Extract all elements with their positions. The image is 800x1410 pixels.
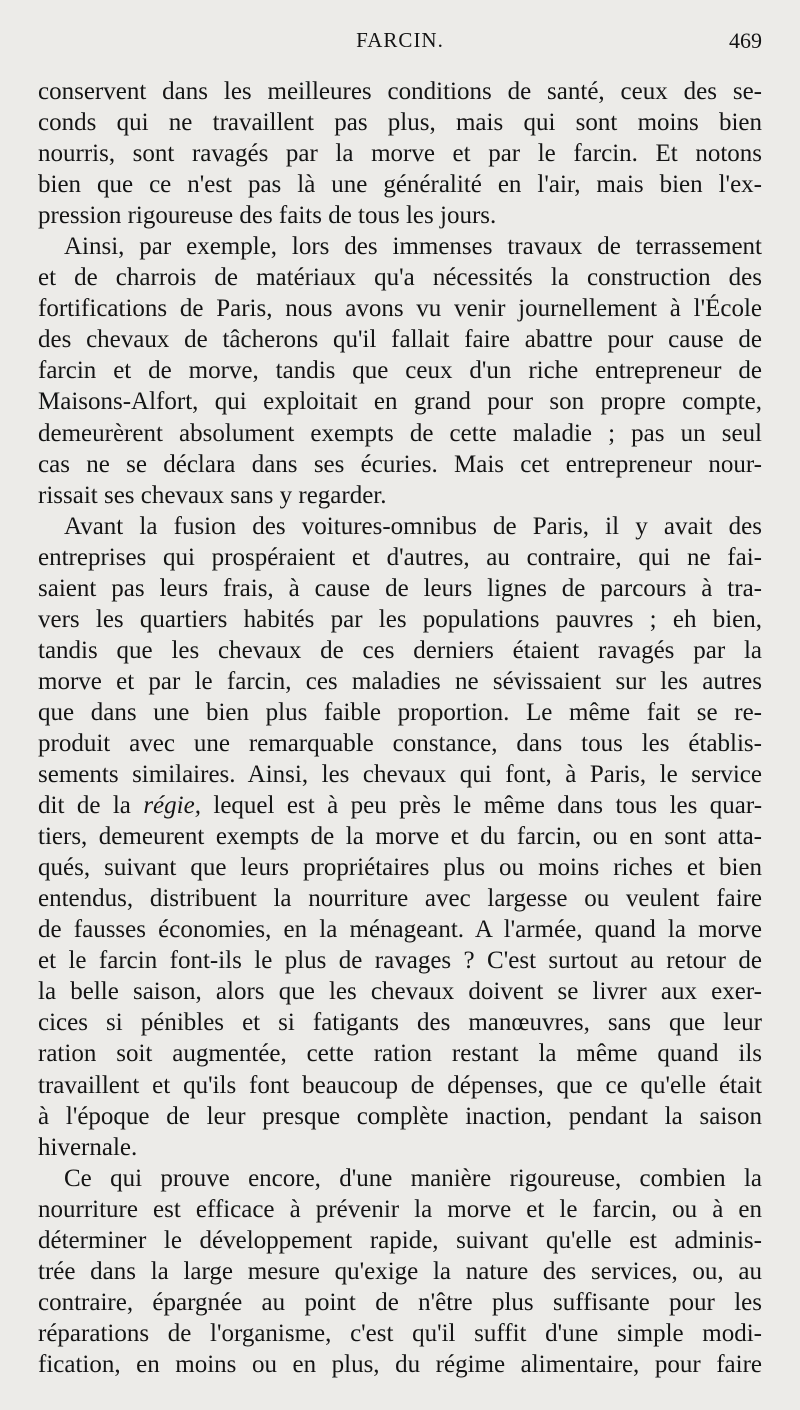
text-line: fication, en moins ou en plus, du régime alimentaire, pour faire [38, 1350, 762, 1378]
text-line: fortifications de Paris, nous avons vu venir journellement à l'École [38, 295, 762, 323]
running-head [0, 28, 800, 60]
text-line: sements similaires. Ainsi, les chevaux qui font, à Paris, le service [38, 761, 762, 789]
text-line: réparations de l'organisme, c'est qu'il suffit d'une simple modi- [38, 1319, 762, 1347]
text-line: conservent dans les meilleures conditions de santé, ceux des se- [38, 78, 762, 105]
line-rest: lequel est à peu près le même dans tous les quar- [213, 792, 762, 820]
paragraph-start-line: Avant la fusion des voitures-omnibus de Paris, il y avait des [64, 512, 762, 540]
text-line-with-italic [38, 790, 762, 821]
running-title: FARCIN. [356, 28, 444, 52]
text-line: et le farcin font-ils le plus de ravages ? C'est surtout au retour de [38, 947, 762, 975]
paragraph-start-line: Ainsi, par exemple, lors des immenses travaux de terrassement [64, 233, 762, 261]
text-line: entreprises qui prospéraient et d'autres, au contraire, qui ne fai- [38, 543, 762, 571]
text-line: farcin et de morve, tandis que ceux d'un riche entrepreneur de [38, 357, 762, 385]
page-number: 469 [729, 28, 762, 53]
text-line: de fausses économies, en la ménageant. A l'armée, quand la morve [38, 916, 762, 944]
text-line: tandis que les chevaux de ces derniers étaient ravagés par la [38, 636, 762, 664]
text-line: demeurèrent absolument exempts de cette maladie ; pas un seul [38, 419, 762, 447]
text-line: entendus, distribuent la nourriture avec largesse ou veulent faire [38, 885, 762, 913]
paragraph-start-line: Ce qui prouve encore, d'une manière rigoureuse, combien la [64, 1164, 762, 1192]
text-line: pression rigoureuse des faits de tous les jours. [38, 202, 497, 230]
text-line: hivernale. [38, 1133, 138, 1161]
text-line: que dans une bien plus faible proportion. Le même fait se re- [38, 698, 762, 726]
text-line: vers les quartiers habités par les populations pauvres ; eh bien, [38, 605, 762, 633]
text-line: travaillent et qu'ils font beaucoup de dépenses, que ce qu'elle était [38, 1071, 762, 1099]
text-line: Maisons-Alfort, qui exploitait en grand pour son propre compte, [38, 388, 762, 416]
text-line: produit avec une remarquable constance, dans tous les établis- [38, 729, 762, 757]
text-line: trée dans la large mesure qu'exige la nature des services, ou, au [38, 1257, 762, 1285]
text-line: tiers, demeurent exempts de la morve et du farcin, ou en sont atta- [38, 823, 762, 851]
text-line: et de charrois de matériaux qu'a nécessités la construction des [38, 264, 762, 292]
text-line: cas ne se déclara dans ses écuries. Mais cet entrepreneur nour- [38, 450, 762, 478]
text-line: rissait ses chevaux sans y regarder. [38, 481, 387, 509]
text-line: la belle saison, alors que les chevaux doivent se livrer aux exer- [38, 978, 762, 1006]
text-line: contraire, épargnée au point de n'être plus suffisante pour les [38, 1288, 762, 1316]
line-space [201, 792, 213, 819]
text-line: saient pas leurs frais, à cause de leurs lignes de parcours à tra- [38, 574, 762, 602]
text-line: à l'époque de leur presque complète inaction, pendant la saison [38, 1102, 762, 1130]
text-line: cices si pénibles et si fatigants des manœuvres, sans que leur [38, 1009, 762, 1037]
text-line: ration soit augmentée, cette ration restant la même quand ils [38, 1040, 762, 1068]
line-prefix: dit de la [38, 792, 144, 820]
text-line: bien que ce n'est pas là une généralité en l'air, mais bien l'ex- [38, 171, 762, 199]
body-text [38, 76, 762, 1380]
text-line: déterminer le développement rapide, suivant qu'elle est adminis- [38, 1226, 762, 1254]
text-line: morve et par le farcin, ces maladies ne sévissaient sur les autres [38, 667, 762, 695]
text-line: nourris, sont ravagés par la morve et par le farcin. Et notons [38, 140, 762, 168]
text-line: qués, suivant que leurs propriétaires plus ou moins riches et bien [38, 854, 762, 882]
text-line: conds qui ne travaillent pas plus, mais qui sont moins bien [38, 109, 762, 137]
text-line: nourriture est efficace à prévenir la morve et le farcin, ou à en [38, 1195, 762, 1223]
text-line: des chevaux de tâcherons qu'il fallait faire abattre pour cause de [38, 326, 762, 354]
italic-term: régie, [143, 792, 201, 820]
